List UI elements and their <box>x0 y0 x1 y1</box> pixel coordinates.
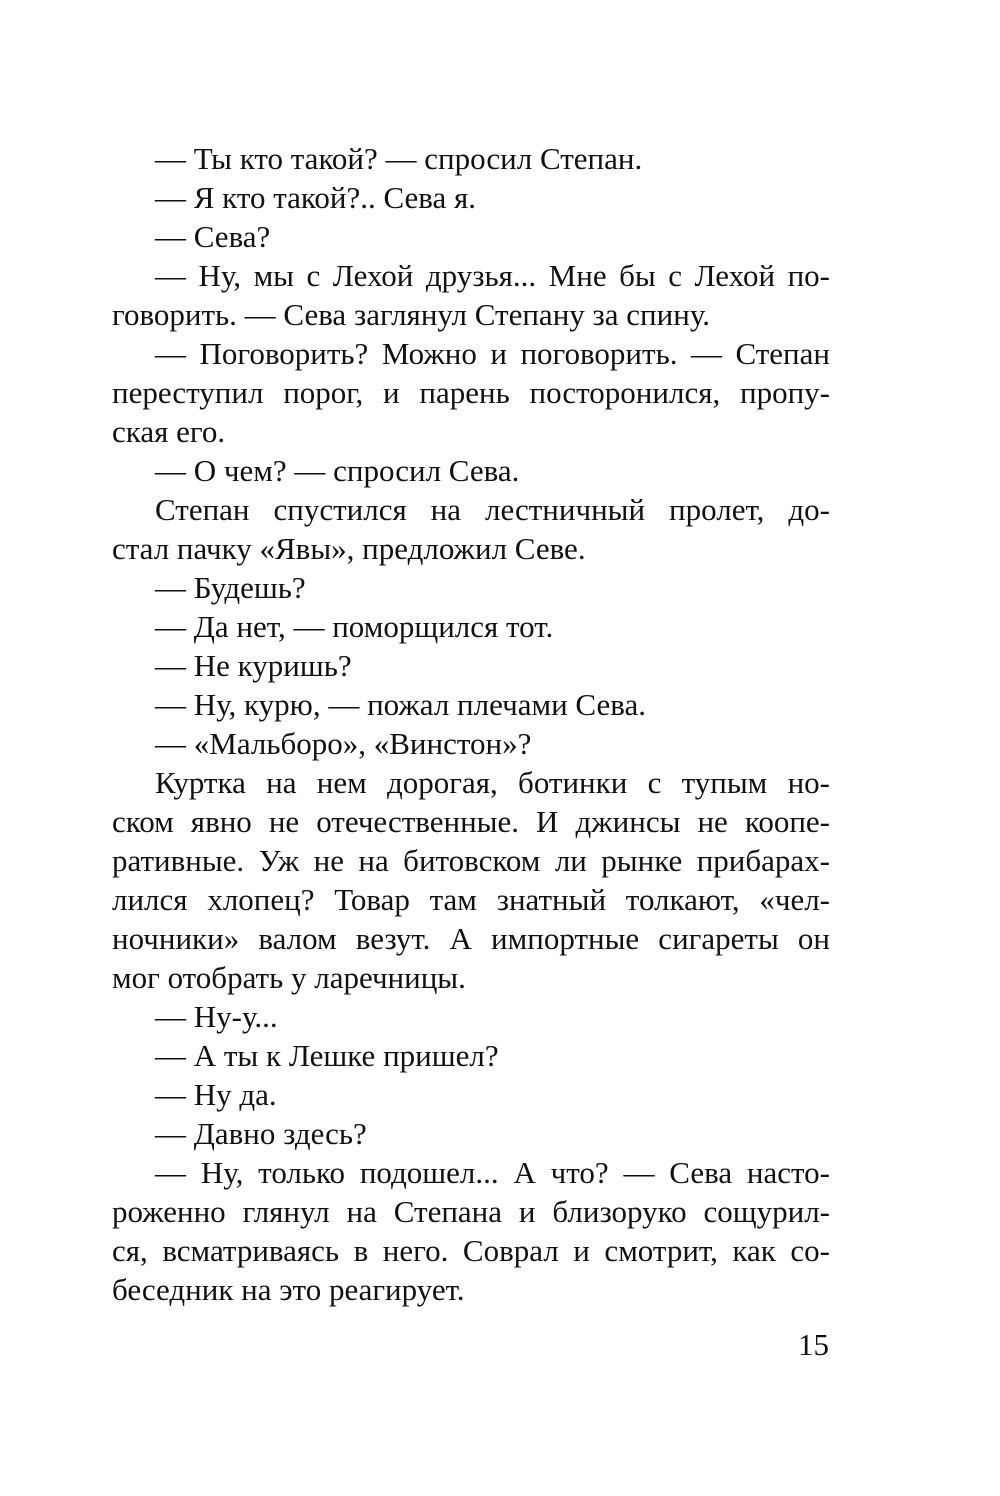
text-line: — Ну, курю, — пожал плечами Сева. <box>155 687 646 722</box>
text-line: — Ну, мы с Лехой друзья... Мне бы с Лехой по- <box>155 258 830 293</box>
text-line: — Ты кто такой? — спросил Степан. <box>155 141 643 176</box>
text-line: ская его. <box>112 414 226 449</box>
text-line: — Я кто такой?.. Сева я. <box>155 180 477 215</box>
text-line: — Давно здесь? <box>155 1116 367 1151</box>
text-line: роженно глянул на Степана и близоруко сощурил- <box>112 1194 830 1229</box>
text-line: — А ты к Лешке пришел? <box>155 1038 499 1073</box>
text-line: стал пачку «Явы», предложил Севе. <box>112 531 586 566</box>
text-line: — Ну да. <box>155 1077 277 1112</box>
text-line: мог отобрать у ларечницы. <box>112 960 466 995</box>
text-line: Куртка на нем дорогая, ботинки с тупым но- <box>155 765 830 800</box>
text-line: ночники» валом везут. А импортные сигареты он <box>112 921 830 956</box>
text-line: — О чем? — спросил Сева. <box>155 453 520 488</box>
text-line: переступил порог, и парень посторонился, пропу- <box>112 375 830 410</box>
text-line: — Поговорить? Можно и поговорить. — Степан <box>155 336 830 371</box>
text-line: ративные. Уж не на битовском ли рынке прибарах- <box>112 843 830 878</box>
text-line: — Ну, только подошел... А что? — Сева насто- <box>155 1155 830 1190</box>
text-line: — Не куришь? <box>155 648 352 683</box>
text-line: говорить. — Сева заглянул Степану за спину. <box>112 297 710 332</box>
text-line: ском явно не отечественные. И джинсы не коопе- <box>112 804 830 839</box>
text-line: — Да нет, — поморщился тот. <box>155 609 554 644</box>
text-line: ся, всматриваясь в него. Соврал и смотрит, как со- <box>112 1233 830 1268</box>
text-line: беседник на это реагирует. <box>112 1272 465 1307</box>
text-line: — Ну-у... <box>155 999 278 1034</box>
text-line: Степан спустился на лестничный пролет, до- <box>155 492 830 527</box>
page-number: 15 <box>798 1327 829 1362</box>
text-line: — Будешь? <box>155 570 306 605</box>
text-line: лился хлопец? Товар там знатный толкают, «чел- <box>112 882 830 917</box>
text-line: — Сева? <box>155 219 271 254</box>
text-line: — «Мальборо», «Винстон»? <box>155 726 532 761</box>
